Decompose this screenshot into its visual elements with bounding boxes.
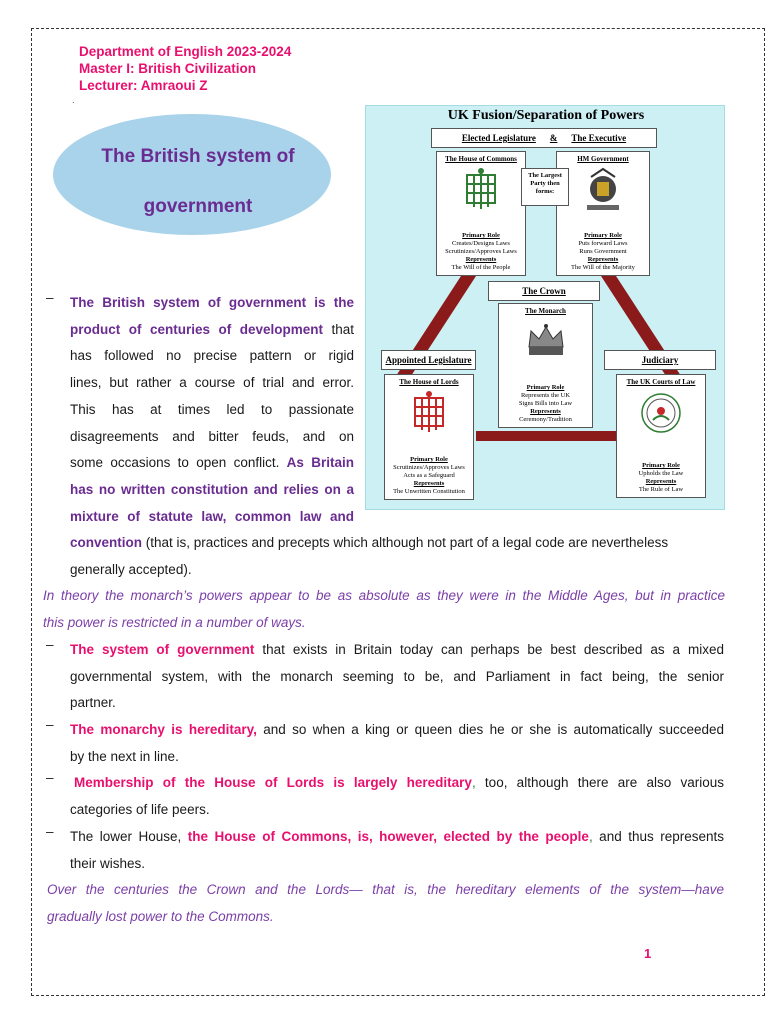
commons-title: The House of Commons (445, 155, 517, 163)
courts-panel (616, 374, 706, 498)
stray-dot: . (72, 96, 75, 105)
largest-party-box: The Largest Party then forms: (521, 168, 569, 206)
connector-bottom (476, 431, 616, 441)
bullet-dash: – (46, 770, 54, 785)
powers-diagram (365, 105, 725, 510)
bullet-monarchy-hereditary: The monarchy is hereditary, and so when a king or queen dies he or she is automatically succeeded by the next in line. (70, 722, 724, 764)
portcullis-red-icon (409, 390, 449, 436)
executive-label: The Executive (571, 133, 627, 143)
courts-role: Primary Role Upholds the Law Represents The Rule of Law (638, 462, 684, 493)
ampersand: & (549, 133, 558, 143)
crown-header-box (488, 281, 600, 301)
document-header (79, 43, 291, 94)
courts-title: The UK Courts of Law (626, 378, 696, 386)
lords-header-box (381, 350, 476, 370)
header-department: Department of English 2023-2024 (79, 44, 292, 59)
portcullis-icon (461, 167, 501, 213)
government-title: HM Government (577, 155, 629, 163)
lords-header: Appointed Legislature (385, 355, 472, 365)
diagram-title: UK Fusion/Separation of Powers (447, 108, 645, 123)
judiciary-header-box (604, 350, 716, 370)
lords-panel (384, 374, 474, 500)
commons-panel (436, 151, 526, 276)
italic-note-2: Over the centuries the Crown and the Lords— that is, the hereditary elements of the system—have gradually lost power to the Commons. (47, 882, 724, 924)
monarch-title: The Monarch (525, 307, 566, 315)
elected-legislature-label: Elected Legislature (461, 133, 536, 143)
bullet-system-of-government: The system of government that exists in Britain today can perhaps be best described as a mixed governmental system, with the monarch seeming to be, and Parliament in fact being, the senior partner. (70, 642, 725, 711)
header-course: Master I: British Civilization (79, 61, 257, 76)
bullet-dash: – (46, 637, 54, 652)
monarch-role: Primary Role Represents the UK Signs Bills into Law Represents Ceremony/Tradition (518, 384, 573, 423)
bullet-dash: – (46, 717, 54, 732)
royal-coat-of-arms-icon (583, 167, 623, 213)
header-lecturer: Lecturer: Amraoui Z (79, 78, 208, 93)
title-line-2: government (143, 196, 253, 217)
paragraph-1: The British system of government is the product of centuries of development that has followed no precise pattern or rigid lines, but rather a course of trial and error. This has at times led to passionate disagreements and bitter feuds, and on some occasions to open conflict. As Britain has no written constitution and relies on a mixture of statute law, common law and (70, 295, 354, 524)
title-line-1: The British system of (101, 146, 295, 167)
bullet-dash: – (46, 824, 54, 839)
page-number: 1 (644, 946, 652, 961)
crown-header: The Crown (522, 286, 566, 296)
crown-icon (523, 321, 569, 361)
bullet-house-of-lords: Membership of the House of Lords is largely hereditary, too, although there are also various categories of life peers. (70, 775, 724, 817)
bullet-house-of-commons: The lower House, the House of Commons, is, however, elected by the people, and thus represents their wishes. (70, 829, 724, 871)
lords-role: Primary Role Scrutinizes/Approves Laws Acts as a Safeguard Represents The Unwritten Constitution (393, 456, 465, 495)
bullet-dash: – (46, 290, 54, 305)
government-panel (556, 151, 650, 276)
judiciary-header: Judiciary (641, 355, 679, 365)
commons-role: Primary Role Creates/Designs Laws Scrutinizes/Approves Laws Represents The Will of the People (445, 232, 517, 271)
monarch-panel (498, 303, 593, 428)
top-header-box (431, 128, 657, 148)
supreme-court-emblem-icon (639, 390, 683, 436)
page-title (53, 132, 343, 232)
lords-title: The House of Lords (399, 378, 459, 386)
government-role: Primary Role Puts forward Laws Runs Government Represents The Will of the Majority (571, 232, 635, 271)
paragraph-1-continued: convention (that is, practices and precepts which although not part of a legal code are nevertheless generally accepted). (70, 535, 669, 577)
italic-note-1: In theory the monarch’s powers appear to be as absolute as they were in the Middle Ages, but in practice this power is restricted in a number of ways. (43, 588, 725, 630)
